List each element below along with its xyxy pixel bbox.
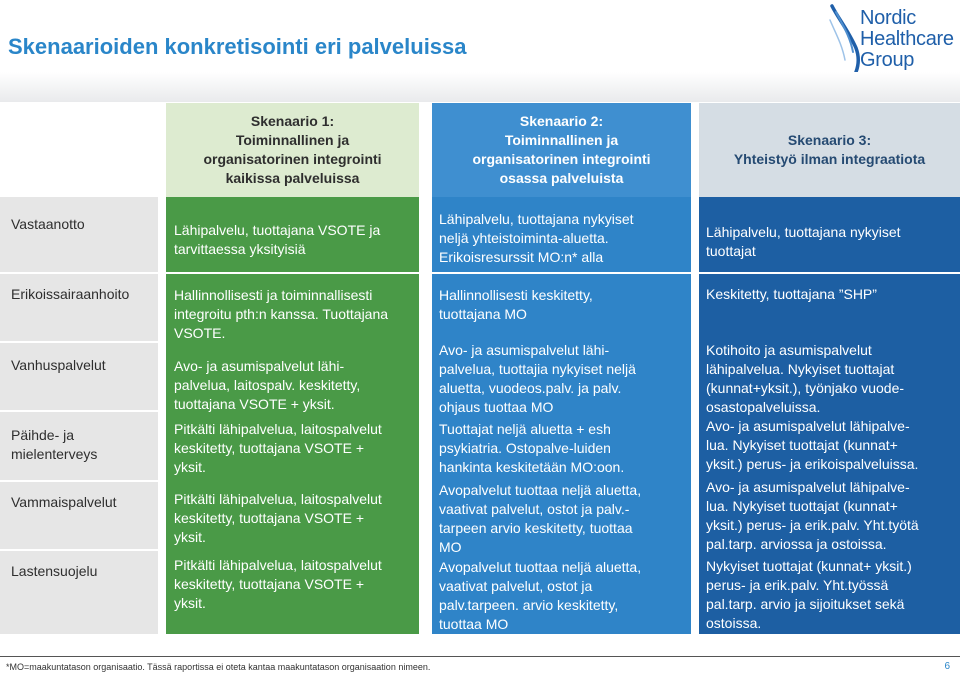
scenario-2-header [432,103,691,197]
logo-line-2: Healthcare [860,28,954,50]
s3-vastaanotto: Lähipalvelu, tuottajana nykyiset tuottajat [706,224,901,259]
row-label-paihde-mielenterveys: Päihde- ja mielenterveys [0,412,158,480]
footnote: *MO=maakuntatason organisaatio. Tässä raportissa ei oteta kantaa maakuntatason organisaation nimeen. [6,662,431,672]
s1-vastaanotto: Lähipalvelu, tuottajana VSOTE ja tarvittaessa yksityisiä [174,222,381,257]
s1-lastensuojelu: Pitkälti lähipalvelua, laitospalvelut keskitetty, tuottajana VSOTE + yksit. [174,557,382,611]
logo-line-1: Nordic [860,7,916,29]
header-band [0,72,960,102]
scenario-2-header-text: Skenaario 2: Toiminnallinen ja organisatorinen integrointi osassa palveluista [472,113,651,186]
s3-vammaispalvelut: Avo- ja asumispalvelut lähipalve- lua. Nykyiset tuottajat (kunnat+ yksit.) perus- ja erik.palv. Yht.työtä pal.tarp. arviossa ja ostoissa. [706,479,919,552]
logo-wordmark [860,8,954,71]
row-label-lastensuojelu: Lastensuojelu [0,551,158,634]
slide-title: Skenaarioiden konkretisointi eri palveluissa [8,34,467,59]
scenario-1-header [166,103,419,197]
row-label-vanhuspalvelut: Vanhuspalvelut [0,343,158,410]
row-label-vammaispalvelut: Vammaispalvelut [0,482,158,549]
row-label-vastaanotto: Vastaanotto [0,197,158,272]
s2-paihde-mielenterveys: Tuottajat neljä aluetta + esh psykiatria. Ostopalve-luiden hankinta keskitetään MO:oon. [439,421,625,475]
s1-vanhuspalvelut: Avo- ja asumispalvelut lähi- palvelua, laitospalv. keskitetty, tuottajana VSOTE + yksit. [174,358,361,412]
s1-vammaispalvelut: Pitkälti lähipalvelua, laitospalvelut keskitetty, tuottajana VSOTE + yksit. [174,491,382,545]
s2-vammaispalvelut: Avopalvelut tuottaa neljä aluetta, vaativat palvelut, ostot ja palv.- tarpeen arvio keskitetty, tuottaa MO [439,482,642,555]
s2-lastensuojelu: Avopalvelut tuottaa neljä aluetta, vaativat palvelut, ostot ja palv.tarpeen. arvio keskitetty, tuottaa MO [439,559,642,632]
row-divider [0,272,960,274]
nhg-curve-mark-icon [826,4,862,74]
s3-erikoissairaanhoito: Keskitetty, tuottajana ”SHP” [706,286,877,302]
logo-line-3: Group [860,49,915,71]
scenario-3-header-text: Skenaario 3: Yhteistyö ilman integraatiota [733,132,926,167]
s3-paihde-mielenterveys: Avo- ja asumispalvelut lähipalve- lua. Nykyiset tuottajat (kunnat+ yksit.) perus- ja erikoispalveluissa. [706,418,919,472]
s2-vanhuspalvelut: Avo- ja asumispalvelut lähi- palvelua, tuottajia nykyiset neljä aluetta, vuodeos.palv. ja palv. ohjaus tuottaa MO [439,342,636,415]
scenario-1-column [166,197,419,634]
nordic-healthcare-group-logo [826,2,958,78]
scenario-1-header-text: Skenaario 1: Toiminnallinen ja organisatorinen integrointi kaikissa palveluissa [203,113,382,186]
row-label-erikoissairaanhoito: Erikoissairaanhoito [0,274,158,341]
scenario-3-header [699,103,960,197]
scenario-2-column [432,197,691,634]
page-number: 6 [944,661,950,672]
scenario-3-column [699,197,960,634]
s1-erikoissairaanhoito: Hallinnollisesti ja toiminnallisesti integroitu pth:n kanssa. Tuottajana VSOTE. [174,287,389,341]
s2-vastaanotto: Lähipalvelu, tuottajana nykyiset neljä yhteistoiminta-aluetta. Erikoisresurssit MO:n* alla [439,211,634,265]
s3-lastensuojelu: Nykyiset tuottajat (kunnat+ yksit.) perus- ja erik.palv. Yht.työssä pal.tarp. arvio ja sijoitukset sekä ostoissa. [706,558,912,631]
s2-erikoissairaanhoito: Hallinnollisesti keskitetty, tuottajana MO [439,287,593,322]
s1-paihde-mielenterveys: Pitkälti lähipalvelua, laitospalvelut keskitetty, tuottajana VSOTE + yksit. [174,421,382,475]
footer-divider [0,656,960,657]
s3-vanhuspalvelut: Kotihoito ja asumispalvelut lähipalvelua. Nykyiset tuottajat (kunnat+yksit.), työnjako vuode- osastopalveluissa. [706,342,905,415]
